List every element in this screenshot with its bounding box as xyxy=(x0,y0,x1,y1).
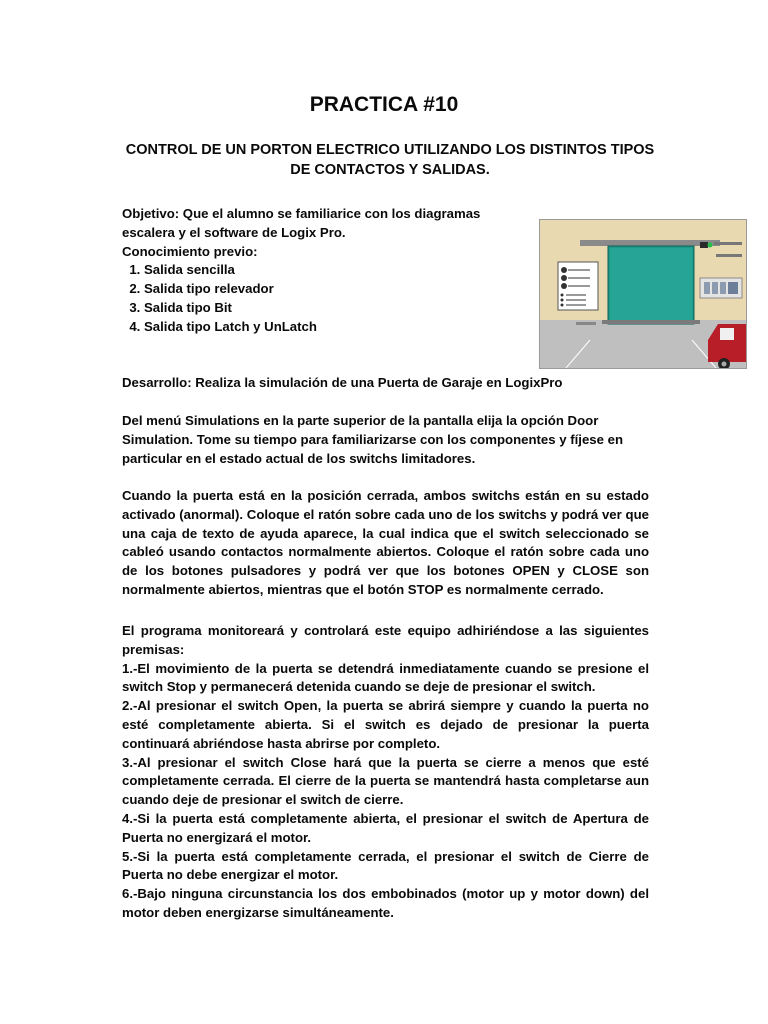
list-item: 2. Salida tipo relevador xyxy=(144,280,652,299)
premise-item: 2.-Al presionar el switch Open, la puerta se abrirá siempre y cuando la puerta no esté completamente abierta. Si el switch es dejado de presionar la puerta continuará abriéndose hasta abrirse por completo. xyxy=(122,698,649,751)
premises-intro: El programa monitoreará y controlará este equipo adhiriéndose a las siguientes premisas: xyxy=(122,623,649,657)
premise-item: 1.-El movimiento de la puerta se detendrá inmediatamente cuando se presione el switch Stop y permanecerá detenida cuando se deje de presionar el switch. xyxy=(122,660,649,695)
premise-item: 3.-Al presionar el switch Close hará que la puerta se cierre a menos que esté completamente cerrada. El cierre de la puerta se mantendrá hasta completarse aun cuando deje de presionar el switch de cierre. xyxy=(122,754,649,808)
menu-instructions-paragraph: Del menú Simulations en la parte superior de la pantalla elija la opción Door Simulation. Tome su tiempo para familiarizarse con los componentes y fíjese en particular en el estado actual de los switchs limitadores. xyxy=(122,413,624,466)
page-title: PRACTICA #10 xyxy=(309,93,459,116)
door-closed-paragraph: Cuando la puerta está en la posición cerrada, ambos switchs están en su estado activado (anormal). Coloque el ratón sobre cada uno de los switchs y podrá ver que una caja de texto de ayuda aparece, la cual indica que el switch seleccionado se cableó usando contactos normalmente abiertos. Coloque el ratón sobre cada uno de los botones pulsadores y podrá ver que los botones OPEN y CLOSE son normalmente abiertos, mientras que el botón STOP es normalmente cerrado. xyxy=(122,488,649,597)
page-subtitle xyxy=(110,140,670,180)
objective-text: Objetivo: Que el alumno se familiarice con los diagramas escalera y el software de Logix Pro. xyxy=(122,206,481,240)
premise-item: 6.-Bajo ninguna circunstancia los dos embobinados (motor up y motor down) del motor deben energizarse simultáneamente. xyxy=(122,886,649,920)
garage-door-simulation-image xyxy=(539,219,747,369)
premise-item: 5.-Si la puerta está completamente cerrada, el presionar el switch de Cierre de Puerta no debe energizar el motor. xyxy=(122,848,649,883)
development-heading: Desarrollo: Realiza la simulación de una Puerta de Garaje en LogixPro xyxy=(122,375,563,390)
premise-item: 4.-Si la puerta está completamente abierta, el presionar el switch de Apertura de Puerta no energizará el motor. xyxy=(122,810,649,845)
subtitle-line-1: CONTROL DE UN PORTON ELECTRICO UTILIZANDO LOS DISTINTOS TIPOS xyxy=(125,142,655,158)
premises-section xyxy=(122,622,649,923)
list-item: 1. Salida sencilla xyxy=(144,261,652,280)
list-item: 3. Salida tipo Bit xyxy=(144,299,652,318)
subtitle-line-2: DE CONTACTOS Y SALIDAS. xyxy=(290,162,490,178)
prior-knowledge-heading: Conocimiento previo: xyxy=(122,243,258,259)
list-item: 4. Salida tipo Latch y UnLatch xyxy=(144,318,652,337)
